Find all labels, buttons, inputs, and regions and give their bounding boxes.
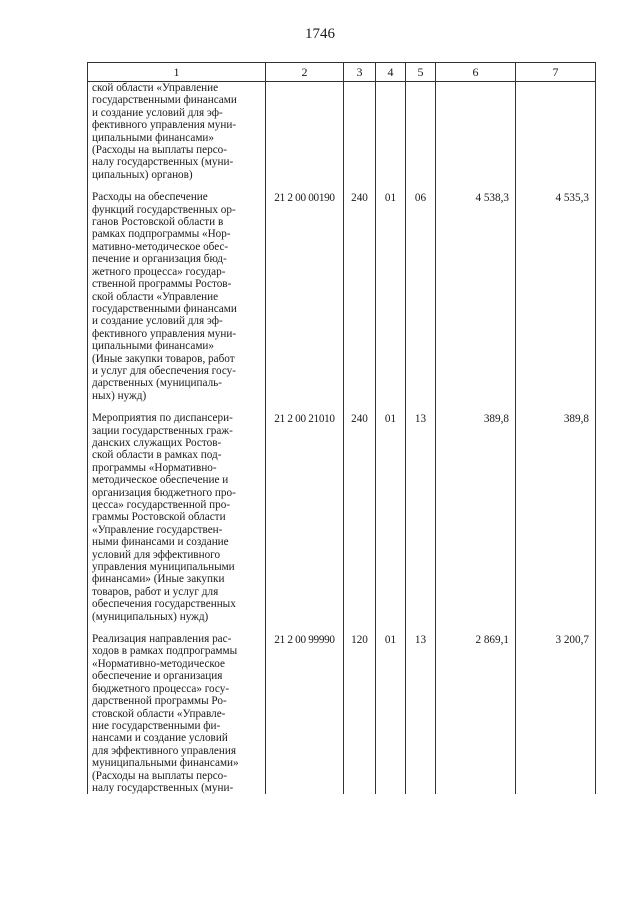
spacer-cell: [436, 623, 516, 633]
section: 01: [376, 633, 406, 794]
spacer-cell: [406, 181, 436, 191]
target-code: 21 2 00 99990: [266, 633, 344, 794]
subsection: 06: [406, 191, 436, 402]
spacer-cell: [344, 623, 376, 633]
expense-type: 240: [344, 191, 376, 402]
description-line: ципальными финансами»: [92, 131, 214, 144]
description-line: функций государственных ор-: [92, 203, 236, 216]
spacer-cell: [516, 623, 596, 633]
description-line: нансами и создание условий: [92, 732, 228, 745]
spacer-cell: [436, 181, 516, 191]
subsection: [406, 82, 436, 182]
amount-year-2: [516, 82, 596, 182]
description-line: программы «Нормативно-: [92, 461, 217, 474]
table-header-row: [88, 63, 596, 82]
description-line: и создание условий для эф-: [92, 315, 223, 328]
description-line: фективного управления муни-: [92, 327, 237, 340]
description-line: граммы Ростовской области: [92, 511, 226, 524]
description-line: ходов в рамках подпрограммы: [92, 645, 238, 658]
description-line: методическое обеспечение и: [92, 474, 229, 487]
description-line: ской области в рамках под-: [92, 449, 222, 462]
description-line: (Иные закупки товаров, работ: [92, 352, 235, 365]
description-line: ской области «Управление: [92, 290, 219, 303]
description-line: обеспечение и организация: [92, 670, 223, 683]
amount-year-1: 2 869,1: [436, 633, 516, 794]
description-line: зации государственных граж-: [92, 424, 233, 437]
description-line: Мероприятия по диспансери-: [92, 412, 233, 425]
description-line: бюджетного процесса» госу-: [92, 682, 230, 695]
description-line: ской области «Управление: [92, 82, 219, 94]
spacer-cell: [266, 623, 344, 633]
description-line: Расходы на обеспечение: [92, 191, 208, 204]
row-spacer: [88, 402, 596, 412]
header-col-4: 4: [376, 63, 406, 82]
description-line: муниципальными финансами»: [92, 757, 239, 770]
description-line: мативно-методическое обес-: [92, 240, 229, 253]
header-col-2: 2: [266, 63, 344, 82]
header-col-6: 6: [436, 63, 516, 82]
expense-type: [344, 82, 376, 182]
amount-year-1: [436, 82, 516, 182]
section: [376, 82, 406, 182]
spacer-cell: [344, 181, 376, 191]
spacer-cell: [436, 402, 516, 412]
description-line: жетного процесса» государ-: [92, 265, 226, 278]
description-line: дарственной программы Ро-: [92, 695, 227, 708]
spacer-cell: [266, 402, 344, 412]
amount-year-1: 4 538,3: [436, 191, 516, 402]
row-description: [88, 82, 266, 182]
description-line: ственной программы Ростов-: [92, 278, 232, 291]
description-line: налу государственных (муни-: [92, 781, 234, 794]
amount-year-2: 389,8: [516, 412, 596, 623]
target-code: 21 2 00 21010: [266, 412, 344, 623]
description-line: государственными финансами: [92, 302, 237, 315]
table-body: [88, 82, 596, 795]
description-line: управления муниципальными: [92, 561, 235, 574]
description-line: налу государственных (муни-: [92, 156, 234, 169]
spacer-cell: [376, 181, 406, 191]
target-code: 21 2 00 00190: [266, 191, 344, 402]
budget-table: [87, 62, 596, 794]
description-line: Реализация направления рас-: [92, 633, 232, 646]
description-line: ных) нужд): [92, 389, 147, 402]
description-line: печение и организация бюд-: [92, 253, 227, 266]
description-line: ными финансами и создание: [92, 536, 229, 549]
description-line: (муниципальных) нужд): [92, 610, 209, 623]
description-line: данских служащих Ростов-: [92, 436, 222, 449]
description-line: «Управление государствен-: [92, 523, 223, 536]
row-spacer: [88, 623, 596, 633]
section: 01: [376, 412, 406, 623]
spacer-cell: [406, 402, 436, 412]
amount-year-2: 3 200,7: [516, 633, 596, 794]
spacer-cell: [266, 181, 344, 191]
target-code: [266, 82, 344, 182]
description-line: организация бюджетного про-: [92, 486, 236, 499]
spacer-cell: [376, 623, 406, 633]
spacer-cell: [516, 181, 596, 191]
description-line: дарственных (муниципаль-: [92, 377, 222, 390]
spacer-cell: [376, 402, 406, 412]
header-col-3: 3: [344, 63, 376, 82]
header-col-7: 7: [516, 63, 596, 82]
row-description: [88, 191, 266, 402]
description-line: (Расходы на выплаты персо-: [92, 769, 228, 782]
table-row: [88, 82, 596, 182]
expense-type: 120: [344, 633, 376, 794]
description-line: ципальных) органов): [92, 168, 193, 181]
table-row: [88, 412, 596, 623]
subsection: 13: [406, 412, 436, 623]
description-line: и создание условий для эф-: [92, 106, 223, 119]
description-line: (Расходы на выплаты персо-: [92, 144, 228, 157]
description-line: ние государственными фи-: [92, 719, 221, 732]
spacer-cell: [516, 402, 596, 412]
description-line: ганов Ростовской области в: [92, 216, 224, 229]
description-line: государственными финансами: [92, 94, 237, 107]
description-line: ципальными финансами»: [92, 340, 214, 353]
expense-type: 240: [344, 412, 376, 623]
description-line: товаров, работ и услуг для: [92, 585, 219, 598]
spacer-cell: [406, 623, 436, 633]
header-col-1: 1: [88, 63, 266, 82]
section: 01: [376, 191, 406, 402]
row-spacer: [88, 181, 596, 191]
subsection: 13: [406, 633, 436, 794]
spacer-cell: [88, 402, 266, 412]
description-line: рамках подпрограммы «Нор-: [92, 228, 231, 241]
header-col-5: 5: [406, 63, 436, 82]
table-row: [88, 633, 596, 794]
page-number: 1746: [305, 26, 335, 42]
description-line: «Нормативно-методическое: [92, 657, 225, 670]
amount-year-1: 389,8: [436, 412, 516, 623]
description-line: для эффективного управления: [92, 744, 237, 757]
spacer-cell: [88, 181, 266, 191]
description-line: фективного управления муни-: [92, 119, 237, 132]
description-line: финансами» (Иные закупки: [92, 573, 225, 586]
description-line: условий для эффективного: [92, 548, 221, 561]
description-line: стовской области «Управле-: [92, 707, 226, 720]
row-description: [88, 633, 266, 794]
spacer-cell: [88, 623, 266, 633]
spacer-cell: [344, 402, 376, 412]
amount-year-2: 4 535,3: [516, 191, 596, 402]
description-line: цесса» государственной про-: [92, 499, 231, 511]
description-line: и услуг для обеспечения госу-: [92, 364, 236, 377]
table-row: [88, 191, 596, 402]
description-line: обеспечения государственных: [92, 598, 236, 611]
row-description: [88, 412, 266, 623]
